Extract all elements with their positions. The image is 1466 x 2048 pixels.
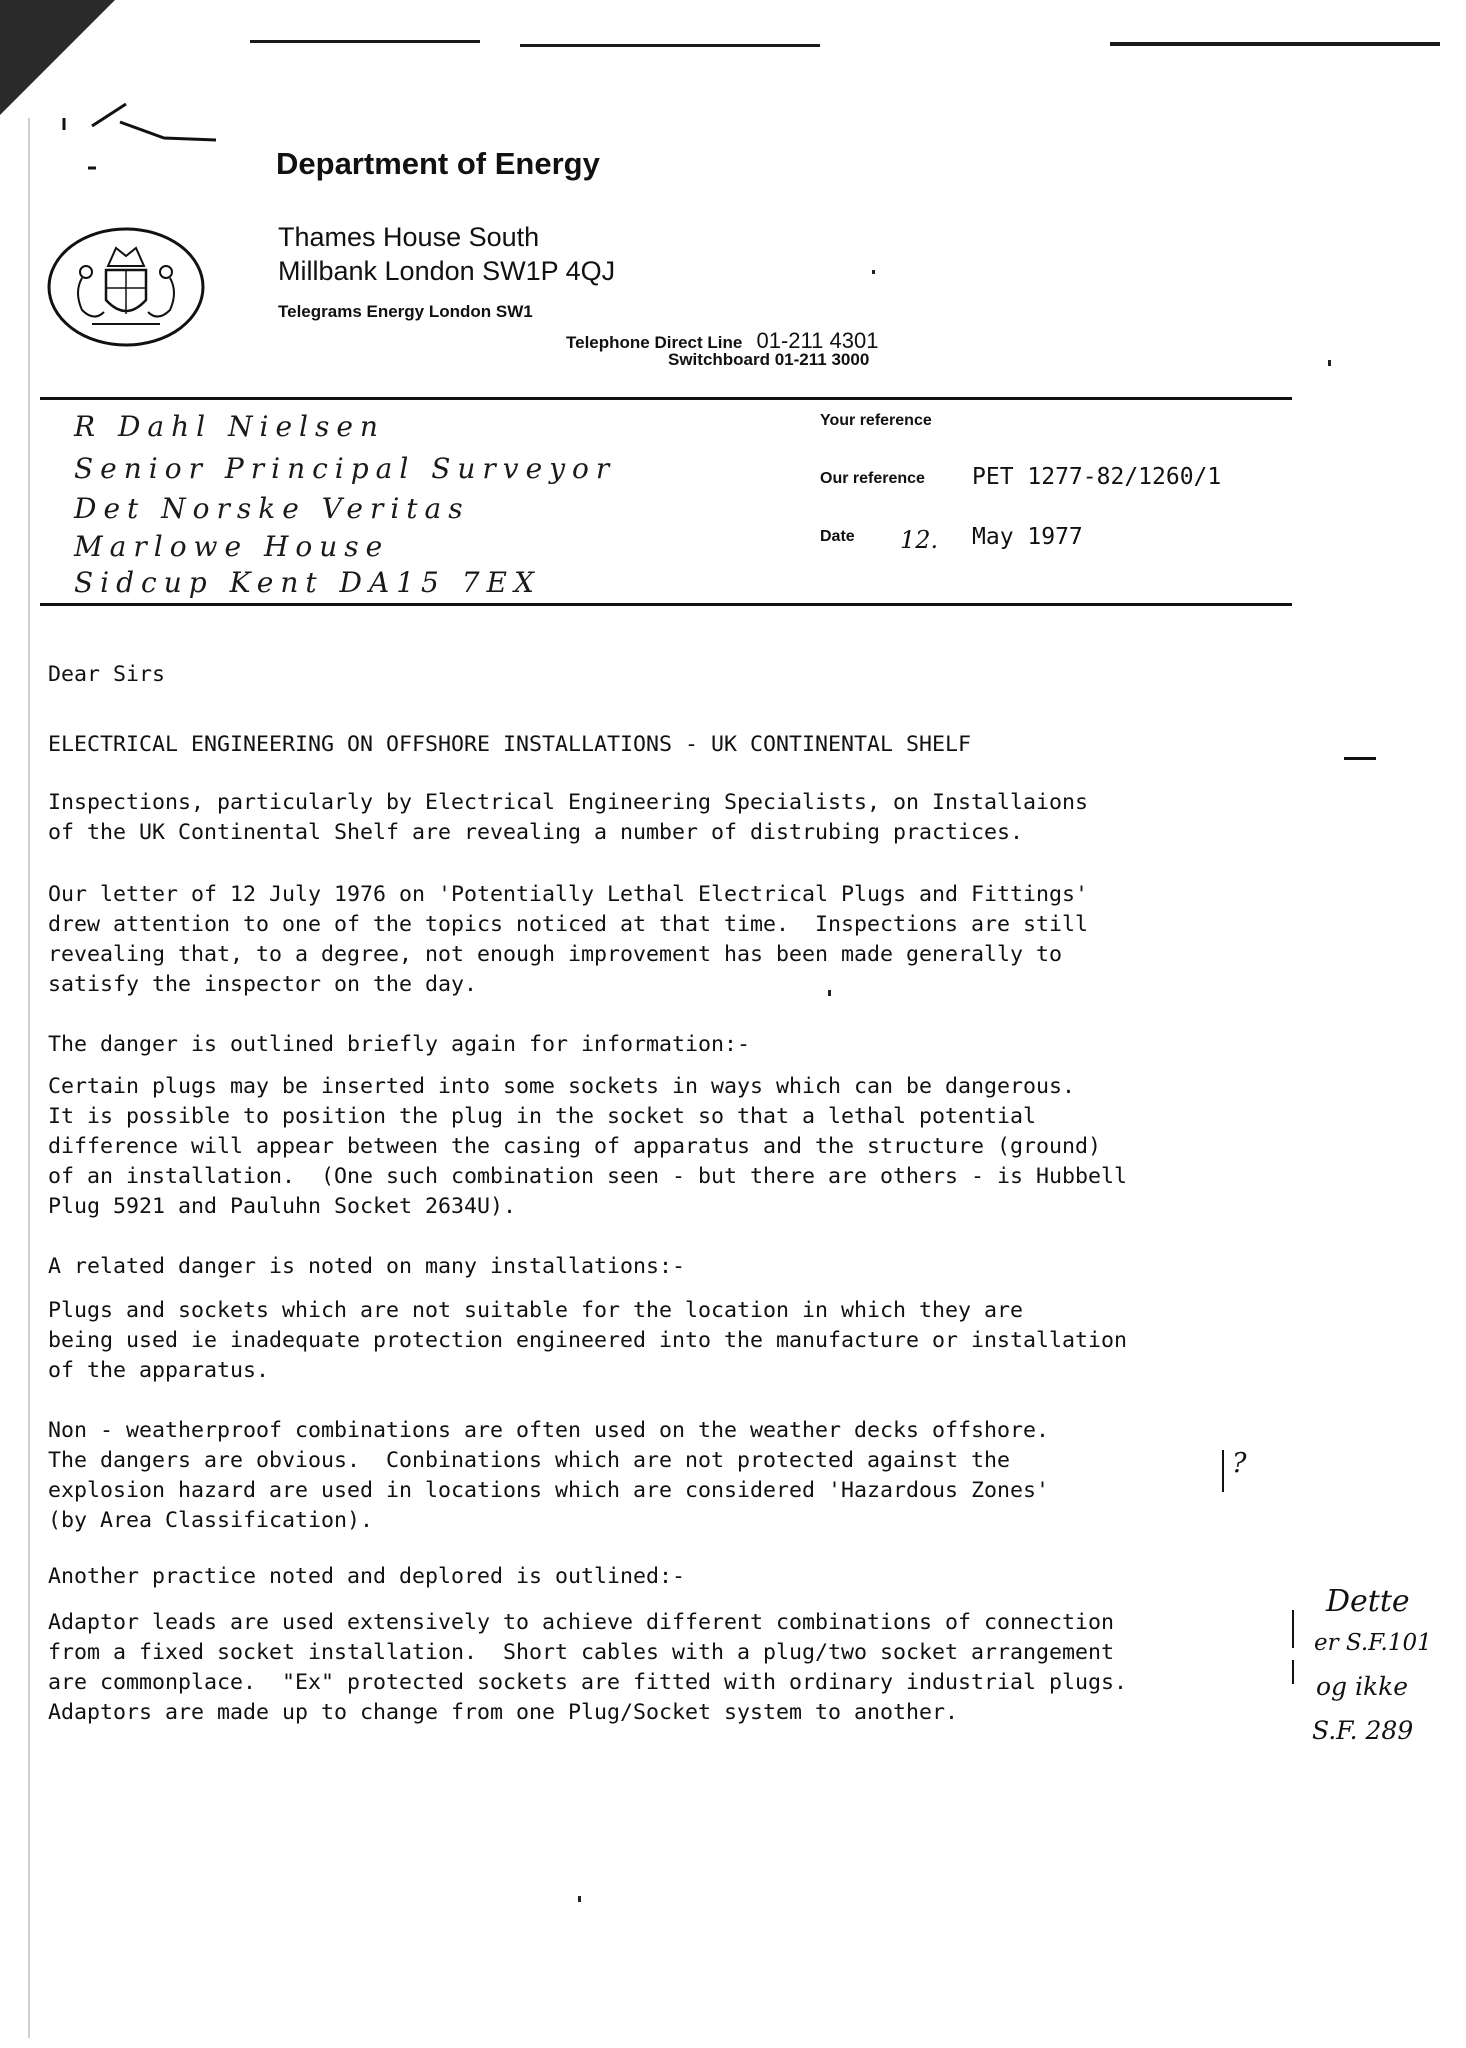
- telegrams-line: Telegrams Energy London SW1: [278, 302, 533, 321]
- divider-line: [40, 603, 1292, 606]
- scan-mark: [250, 40, 480, 43]
- switchboard-line: Switchboard 01-211 3000: [668, 350, 870, 369]
- paragraph-line: It is possible to position the plug in the socket so that a lethal potential: [48, 1104, 1037, 1129]
- speck: [578, 1896, 581, 1902]
- paragraph-line: Inspections, particularly by Electrical Engineering Specialists, on Installaions: [48, 790, 1089, 815]
- our-reference-label: Our reference: [820, 470, 925, 487]
- address-line: Thames House South: [278, 222, 540, 252]
- recipient-line: Senior Principal Surveyor: [74, 452, 617, 485]
- margin-note-line: Dette: [1326, 1584, 1410, 1619]
- margin-question-mark: ?: [1232, 1448, 1247, 1479]
- scan-mark: [1110, 42, 1440, 46]
- paragraph-line: Adaptor leads are used extensively to achieve different combinations of connection: [48, 1610, 1115, 1635]
- margin-note-line: er S.F.101: [1314, 1630, 1432, 1656]
- speck: [1328, 360, 1331, 366]
- paragraph-line: being used ie inadequate protection engineered into the manufacture or installation: [48, 1328, 1128, 1353]
- salutation: Dear Sirs: [48, 662, 166, 687]
- speck: [872, 270, 875, 274]
- paragraph-line: Plugs and sockets which are not suitable for the location in which they are: [48, 1298, 1024, 1323]
- telephone-label: Telephone Direct Line: [566, 333, 743, 352]
- paragraph-line: explosion hazard are used in locations which are considered 'Hazardous Zones': [48, 1478, 1050, 1503]
- page-edge-shadow: [28, 118, 30, 2038]
- margin-note-line: og ikke: [1316, 1672, 1409, 1701]
- paragraph-line: The danger is outlined briefly again for information:-: [48, 1032, 751, 1057]
- paragraph-line: Another practice noted and deplored is outlined:-: [48, 1564, 686, 1589]
- paragraph-line: revealing that, to a degree, not enough improvement has been made generally to: [48, 942, 1063, 967]
- address-line: Millbank London SW1P 4QJ: [278, 256, 616, 286]
- paragraph-line: drew attention to one of the topics noticed at that time. Inspections are still: [48, 912, 1089, 937]
- margin-note-line: S.F. 289: [1312, 1716, 1414, 1745]
- paragraph-line: Non - weatherproof combinations are often used on the weather decks offshore.: [48, 1418, 1050, 1443]
- date-day: 12.: [900, 526, 939, 554]
- paragraph-line: Certain plugs may be inserted into some sockets in ways which can be dangerous.: [48, 1074, 1076, 1099]
- speck: [828, 990, 831, 996]
- paragraph-line: difference will appear between the casing of apparatus and the structure (ground): [48, 1134, 1102, 1159]
- paragraph-line: of the apparatus.: [48, 1358, 270, 1383]
- date-value: May 1977: [972, 524, 1083, 550]
- paragraph-line: Our letter of 12 July 1976 on 'Potentially Lethal Electrical Plugs and Fittings': [48, 882, 1089, 907]
- date-label: Date: [820, 528, 855, 545]
- recipient-line: Sidcup Kent DA15 7EX: [74, 566, 541, 599]
- paragraph-line: Adaptors are made up to change from one Plug/Socket system to another.: [48, 1700, 959, 1725]
- paragraph-line: are commonplace. "Ex" protected sockets are fitted with ordinary industrial plugs.: [48, 1670, 1128, 1695]
- divider-line: [40, 397, 1292, 400]
- margin-bar: [1292, 1660, 1294, 1684]
- royal-crest-icon: [46, 226, 206, 348]
- telephone-number: 01-211 4301: [756, 328, 879, 353]
- paragraph-line: satisfy the inspector on the day.: [48, 972, 478, 997]
- your-reference-label: Your reference: [820, 412, 932, 429]
- department-title: Department of Energy: [276, 146, 600, 181]
- recipient-line: R Dahl Nielsen: [74, 410, 385, 443]
- paragraph-line: The dangers are obvious. Conbinations which are not protected against the: [48, 1448, 1011, 1473]
- paragraph-line: Plug 5921 and Pauluhn Socket 2634U).: [48, 1194, 517, 1219]
- recipient-line: Det Norske Veritas: [74, 492, 470, 525]
- scan-mark: [520, 44, 820, 47]
- margin-bar: [1292, 1610, 1294, 1648]
- recipient-line: Marlowe House: [74, 530, 390, 563]
- margin-bar: [1222, 1450, 1224, 1492]
- pen-scribble: [56, 96, 226, 176]
- paragraph-line: from a fixed socket installation. Short cables with a plug/two socket arrangement: [48, 1640, 1115, 1665]
- paragraph-line: of an installation. (One such combination seen - but there are others - is Hubbell: [48, 1164, 1128, 1189]
- paragraph-line: (by Area Classification).: [48, 1508, 374, 1533]
- paragraph-line: A related danger is noted on many installations:-: [48, 1254, 686, 1279]
- subject-line: ELECTRICAL ENGINEERING ON OFFSHORE INSTALLATIONS - UK CONTINENTAL SHELF: [48, 732, 972, 757]
- our-reference-value: PET 1277-82/1260/1: [972, 464, 1222, 490]
- paragraph-line: of the UK Continental Shelf are revealing a number of distrubing practices.: [48, 820, 1024, 845]
- margin-dash: [1344, 757, 1376, 760]
